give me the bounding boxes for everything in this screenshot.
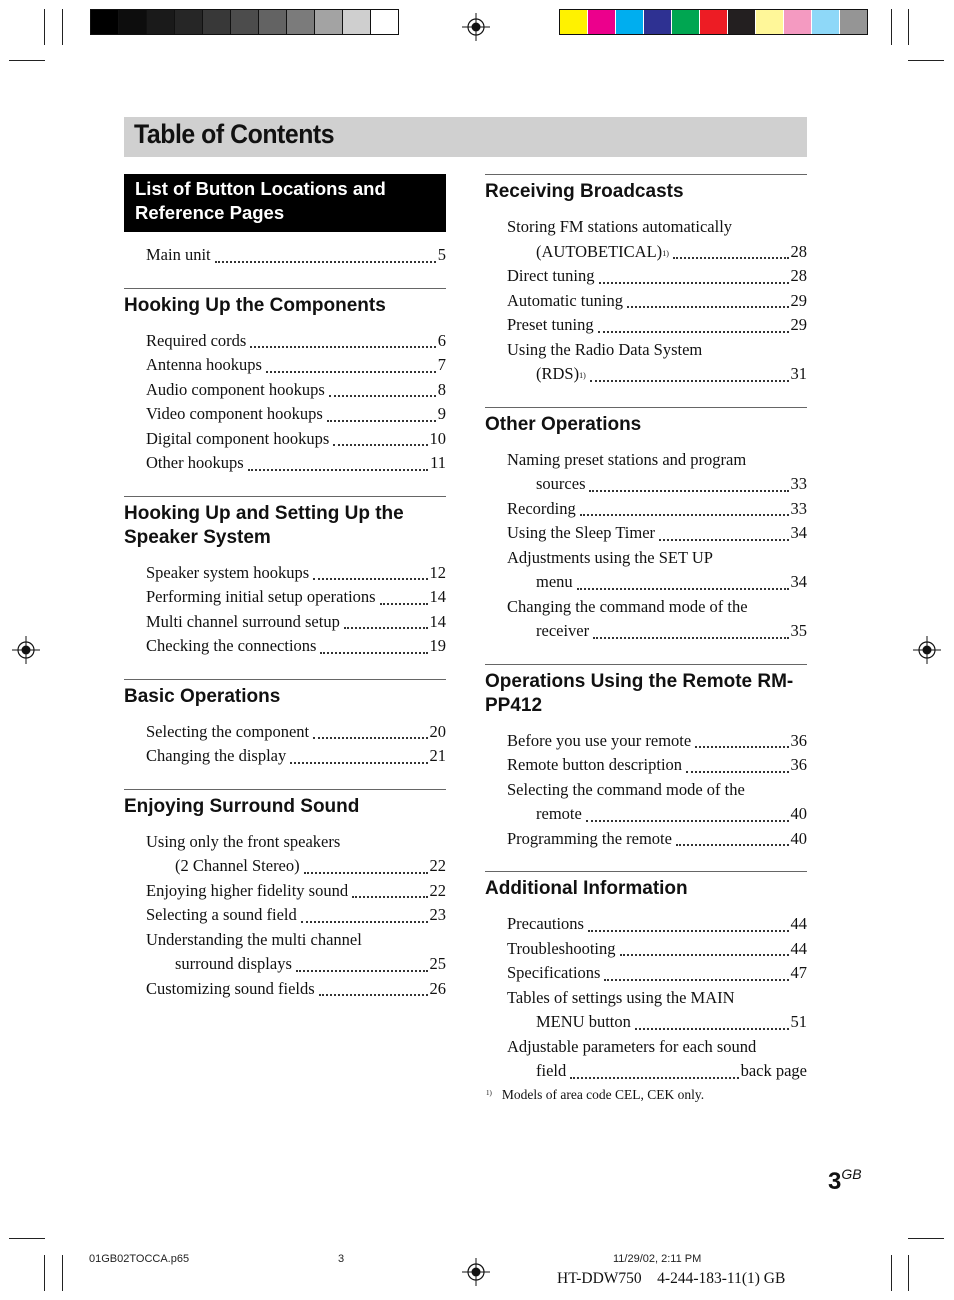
toc-entry-label <box>507 521 655 546</box>
toc-entry-text: Main unit <box>146 245 211 264</box>
toc-entry-line2[interactable] <box>146 854 446 879</box>
dot-leader <box>344 627 428 629</box>
dot-leader <box>333 444 427 446</box>
dot-leader <box>266 371 436 373</box>
toc-entry-page: 5 <box>437 245 446 264</box>
toc-entry[interactable] <box>507 595 807 644</box>
toc-entry-text: menu <box>536 572 573 591</box>
toc-entry[interactable] <box>146 378 446 403</box>
toc-entry-label <box>146 378 325 403</box>
registration-mark-icon <box>913 636 941 664</box>
toc-section <box>485 174 807 387</box>
toc-entry-page: 19 <box>429 636 446 655</box>
section-heading: Operations Using the Remote RM-PP412 <box>485 670 794 716</box>
toc-entry-text: Checking the connections <box>146 636 317 655</box>
toc-entry-label <box>507 961 600 986</box>
toc-entry-label <box>507 827 672 852</box>
footnote-ref: 1) <box>662 248 669 258</box>
toc-entry-label <box>536 802 582 827</box>
page-number-suffix: GB <box>841 1166 862 1182</box>
toc-entry-page: 28 <box>790 266 807 285</box>
toc-entry-text: Precautions <box>507 914 584 933</box>
dot-leader <box>598 331 789 333</box>
color-swatch <box>615 10 643 34</box>
toc-section <box>485 664 807 852</box>
section-heading: Other Operations <box>485 413 642 435</box>
toc-entry-label-line1: Naming preset stations and program <box>507 449 747 469</box>
toc-entry-line2[interactable] <box>507 240 807 265</box>
toc-entry-page: 22 <box>429 880 446 900</box>
toc-entry-page: 7 <box>437 355 446 374</box>
color-swatch <box>783 10 811 34</box>
toc-entry-page: 34 <box>790 523 807 542</box>
toc-entry-page: 44 <box>790 938 807 958</box>
dot-leader <box>304 872 428 874</box>
toc-entry-label <box>146 402 323 427</box>
dot-leader <box>686 771 788 773</box>
toc-section <box>124 679 446 769</box>
toc-entry-text: Customizing sound fields <box>146 978 315 998</box>
dot-leader <box>250 346 435 348</box>
toc-right-column <box>485 174 807 1084</box>
toc-entry-text: Remote button description <box>507 755 683 774</box>
toc-entry-label <box>146 610 340 635</box>
color-swatch <box>560 10 587 34</box>
toc-entry[interactable] <box>146 634 446 659</box>
toc-entry-page: 29 <box>790 315 807 334</box>
model-number: HT-DDW750 4-244-183-11(1) GB <box>557 1270 786 1287</box>
registration-mark-icon <box>12 636 40 664</box>
toc-entry-text: Troubleshooting <box>507 938 616 958</box>
toc-entry-text: Multi channel surround setup <box>146 611 340 631</box>
toc-entry-text: Other hookups <box>146 453 244 472</box>
toc-entry-page: 36 <box>790 730 807 750</box>
toc-entry-label-line1: Using the Radio Data System <box>507 339 703 359</box>
toc-entry-label <box>507 729 691 754</box>
color-swatch <box>314 10 342 34</box>
dot-leader <box>599 282 789 284</box>
toc-entry-text: Changing the display <box>146 746 287 765</box>
toc-entry-label <box>536 240 669 265</box>
toc-section <box>124 496 446 659</box>
dot-leader <box>380 603 428 605</box>
footnote-ref: 1) <box>579 371 586 380</box>
toc-entry[interactable] <box>507 264 807 289</box>
toc-entry-text: (2 Channel Stereo) <box>175 856 300 875</box>
toc-section <box>124 174 446 268</box>
dot-leader <box>352 896 427 898</box>
dot-leader <box>590 380 789 382</box>
section-heading: Receiving Broadcasts <box>485 181 684 202</box>
toc-entry[interactable] <box>507 729 807 754</box>
toc-entry[interactable] <box>146 402 446 427</box>
dot-leader <box>659 539 788 541</box>
toc-entry-text: Digital component hookups <box>146 428 330 448</box>
toc-entry-text: Direct tuning <box>507 266 595 285</box>
toc-entry[interactable] <box>507 289 807 314</box>
toc-entry-line2[interactable] <box>507 802 807 827</box>
section-heading: Hooking Up and Setting Up the Speaker System <box>124 502 404 548</box>
color-swatch <box>643 10 671 34</box>
color-swatch <box>587 10 615 34</box>
toc-entry-label <box>146 353 262 378</box>
dot-leader <box>593 637 788 639</box>
toc-entry-text: MENU button <box>536 1012 631 1031</box>
toc-entry[interactable] <box>507 497 807 522</box>
toc-entry-page: 9 <box>437 404 446 423</box>
toc-entry-label <box>146 744 286 769</box>
toc-entry-label <box>146 585 376 610</box>
toc-entry-label-line1: Storing FM stations automatically <box>507 217 733 236</box>
toc-entry-label <box>175 952 292 977</box>
toc-entry[interactable] <box>146 903 446 928</box>
toc-entry-page: 44 <box>790 914 807 933</box>
color-swatch <box>755 10 783 34</box>
crop-mark <box>891 9 892 45</box>
dot-leader <box>320 652 427 654</box>
dot-leader <box>589 490 788 492</box>
toc-left-column <box>124 174 446 1001</box>
toc-entry-line2[interactable] <box>507 472 807 497</box>
toc-entries <box>485 901 807 1084</box>
toc-entry[interactable] <box>146 243 446 268</box>
toc-entry-page: 40 <box>790 828 807 848</box>
page-title: Table of Contents <box>134 119 335 149</box>
toc-entry-label-line1: Adjustments using the SET UP <box>507 547 713 567</box>
toc-entry-text: Before you use your remote <box>507 730 692 750</box>
toc-entry-label <box>146 720 309 745</box>
toc-entry[interactable] <box>507 338 807 387</box>
toc-entry-label <box>175 854 300 879</box>
toc-entry-label <box>146 977 315 1002</box>
dot-leader <box>588 930 789 932</box>
toc-entry-label-line1: Selecting the command mode of the <box>507 779 745 799</box>
toc-entry-text: receiver <box>536 621 590 640</box>
toc-entry-label <box>507 753 682 778</box>
toc-entry[interactable] <box>507 912 807 937</box>
color-swatch <box>811 10 839 34</box>
color-swatch <box>146 10 174 34</box>
toc-entry[interactable] <box>507 546 807 595</box>
process-color-bar <box>559 9 868 35</box>
toc-entry[interactable] <box>507 986 807 1035</box>
toc-entry-line2[interactable] <box>507 619 807 644</box>
toc-entry[interactable] <box>507 753 807 778</box>
color-swatch <box>370 10 398 34</box>
color-swatch <box>286 10 314 34</box>
toc-entry-label-line1: Changing the command mode of the <box>507 596 748 616</box>
toc-entry[interactable] <box>507 313 807 338</box>
color-swatch <box>230 10 258 34</box>
page-number <box>828 1168 862 1196</box>
color-swatch <box>202 10 230 34</box>
toc-entry-page: 20 <box>429 721 446 741</box>
toc-entry[interactable] <box>507 937 807 962</box>
slug-file: 01GB02TOCCA.p65 <box>89 1253 190 1265</box>
footnote <box>486 1087 704 1103</box>
toc-entry-text: surround displays <box>175 954 292 973</box>
toc-entry[interactable] <box>507 827 807 852</box>
toc-entry-text: Required cords <box>146 330 247 350</box>
toc-entry[interactable] <box>146 353 446 378</box>
crop-mark <box>62 9 63 45</box>
dot-leader <box>577 588 789 590</box>
toc-entry-text: Specifications <box>507 963 601 982</box>
toc-entry[interactable] <box>146 928 446 977</box>
toc-entries <box>485 204 807 387</box>
toc-entry[interactable] <box>146 720 446 745</box>
toc-entry-label <box>536 570 573 595</box>
toc-entry-text: remote <box>536 804 582 823</box>
dot-leader <box>676 844 789 846</box>
slug-timestamp: 11/29/02, 2:11 PM <box>613 1253 702 1265</box>
toc-entry[interactable] <box>146 610 446 635</box>
toc-entry-label <box>536 472 585 497</box>
toc-entry-text: Antenna hookups <box>146 355 262 374</box>
toc-entry-page: 34 <box>790 572 807 591</box>
toc-entry-page: 26 <box>429 978 446 998</box>
crop-mark <box>908 1238 944 1239</box>
toc-entry-line2[interactable] <box>507 362 807 387</box>
dot-leader <box>327 420 436 422</box>
toc-entry-label-line1: Understanding the multi channel <box>146 929 362 949</box>
color-swatch <box>342 10 370 34</box>
dot-leader <box>215 261 436 263</box>
toc-entry[interactable] <box>146 427 446 452</box>
toc-entry-page: 8 <box>437 379 446 399</box>
dot-leader <box>301 921 428 923</box>
toc-entries <box>124 709 446 769</box>
footnote-text: Models of area code CEL, CEK only. <box>501 1087 705 1102</box>
toc-entry-label <box>536 362 586 387</box>
color-swatch <box>699 10 727 34</box>
title-bar <box>124 117 807 157</box>
toc-entries <box>124 819 446 1002</box>
toc-entry-label <box>146 427 329 452</box>
toc-entry-label <box>146 243 211 268</box>
toc-entry-page: 28 <box>790 241 807 261</box>
toc-entry[interactable] <box>146 879 446 904</box>
dot-leader <box>329 395 436 397</box>
toc-entry-page: 33 <box>790 498 807 518</box>
toc-entry[interactable] <box>146 451 446 476</box>
color-swatch <box>727 10 755 34</box>
toc-entry-text: Programming the remote <box>507 828 672 848</box>
toc-entry-page: 51 <box>790 1012 807 1031</box>
toc-entry-page: 11 <box>430 453 446 472</box>
toc-entry-page: 14 <box>429 611 446 631</box>
toc-entry-page: back page <box>740 1061 807 1080</box>
toc-entry-label <box>507 264 595 289</box>
toc-entry-page: 14 <box>429 587 446 606</box>
toc-entry-page: 47 <box>790 963 807 982</box>
toc-entry[interactable] <box>146 744 446 769</box>
dot-leader <box>570 1077 738 1079</box>
dot-leader <box>635 1028 789 1030</box>
crop-mark <box>44 9 45 45</box>
registration-mark-icon <box>462 1258 490 1286</box>
toc-entry[interactable] <box>146 329 446 354</box>
toc-entry-label <box>507 497 576 522</box>
toc-entry-line2[interactable] <box>146 952 446 977</box>
crop-mark <box>9 1238 45 1239</box>
toc-entry-text: Performing initial setup operations <box>146 587 376 606</box>
toc-entry-label-line1: Tables of settings using the MAIN <box>507 987 735 1007</box>
toc-entry[interactable] <box>507 521 807 546</box>
dot-leader <box>313 737 427 739</box>
dot-leader <box>604 979 788 981</box>
section-heading: Enjoying Surround Sound <box>124 795 360 817</box>
crop-mark <box>908 1255 909 1291</box>
toc-entry-label <box>507 289 623 314</box>
toc-entry[interactable] <box>507 778 807 827</box>
toc-entry-text: Audio component hookups <box>146 379 325 399</box>
toc-entry-page: 33 <box>790 474 807 493</box>
registration-mark-icon <box>462 13 490 41</box>
toc-entry-text: (RDS) <box>536 364 580 383</box>
footnote-marker: 1) <box>486 1089 492 1097</box>
toc-entry-label-line1: Using only the front speakers <box>146 831 341 851</box>
section-heading: Basic Operations <box>124 685 281 707</box>
dot-leader <box>673 257 789 259</box>
toc-entries <box>124 550 446 659</box>
toc-entries <box>485 718 807 852</box>
dot-leader <box>620 954 789 956</box>
crop-mark <box>62 1255 63 1291</box>
toc-entry-page: 10 <box>429 428 446 448</box>
toc-entry-page: 21 <box>429 746 446 765</box>
toc-entry-label <box>536 619 589 644</box>
toc-entry[interactable] <box>146 830 446 879</box>
toc-entry-page: 6 <box>437 330 446 350</box>
toc-entry[interactable] <box>146 585 446 610</box>
dot-leader <box>313 578 427 580</box>
color-swatch <box>118 10 146 34</box>
dot-leader <box>248 469 428 471</box>
toc-entry-page: 40 <box>790 804 807 823</box>
crop-mark <box>908 9 909 45</box>
toc-section <box>485 407 807 644</box>
toc-entry-label <box>507 912 584 937</box>
toc-entry-text: Selecting the component <box>146 721 310 741</box>
toc-entry-label <box>146 903 297 928</box>
toc-entry-label <box>146 561 309 586</box>
toc-entry[interactable] <box>507 961 807 986</box>
toc-entry[interactable] <box>146 977 446 1002</box>
toc-entry-text: (AUTOBETICAL) <box>536 241 663 261</box>
dot-leader <box>695 746 788 748</box>
page-number-value: 3 <box>828 1168 842 1195</box>
toc-entry-text: Using the Sleep Timer <box>507 523 656 542</box>
toc-entry[interactable] <box>507 1035 807 1084</box>
toc-entry-label <box>146 879 348 904</box>
toc-entry-label <box>146 329 246 354</box>
toc-section <box>124 789 446 1002</box>
toc-entry-page: 29 <box>790 290 807 310</box>
toc-entry[interactable] <box>507 448 807 497</box>
toc-entry-page: 36 <box>790 755 807 774</box>
toc-entry[interactable] <box>507 215 807 264</box>
grayscale-bar <box>90 9 399 35</box>
dot-leader <box>586 820 789 822</box>
toc-entry-page: 35 <box>790 621 807 640</box>
toc-entry-text: field <box>536 1061 567 1080</box>
crop-mark <box>908 60 944 61</box>
toc-entry-line2[interactable] <box>507 1059 807 1084</box>
crop-mark <box>891 1255 892 1291</box>
toc-section <box>124 288 446 476</box>
color-swatch <box>174 10 202 34</box>
dot-leader <box>296 970 428 972</box>
toc-entry-text: Selecting a sound field <box>146 905 297 924</box>
color-swatch <box>258 10 286 34</box>
toc-entry-line2[interactable] <box>507 1010 807 1035</box>
toc-entry-text: Video component hookups <box>146 404 323 423</box>
toc-entries <box>124 318 446 476</box>
toc-entry-label <box>536 1010 631 1035</box>
toc-entry-label-line1: Adjustable parameters for each sound <box>507 1036 757 1056</box>
toc-entries <box>485 437 807 644</box>
toc-entry-label <box>536 1059 566 1084</box>
dot-leader <box>290 762 427 764</box>
toc-entry-label <box>146 634 316 659</box>
color-swatch <box>91 10 118 34</box>
toc-entry-label <box>507 937 616 962</box>
toc-entry-text: sources <box>536 474 586 493</box>
toc-entry-page: 12 <box>429 562 446 582</box>
dot-leader <box>627 306 789 308</box>
toc-entry-text: Preset tuning <box>507 315 594 334</box>
toc-entry-text: Speaker system hookups <box>146 562 310 582</box>
toc-entry-label <box>146 451 244 476</box>
section-heading: Hooking Up the Components <box>124 294 386 316</box>
toc-entry-page: 22 <box>429 856 446 875</box>
section-heading: List of Button Locations and Reference Pages <box>124 174 446 232</box>
toc-entry[interactable] <box>146 561 446 586</box>
toc-entry-line2[interactable] <box>507 570 807 595</box>
section-heading: Additional Information <box>485 878 688 899</box>
dot-leader <box>580 514 789 516</box>
crop-mark <box>44 1255 45 1291</box>
toc-entry-text: Recording <box>507 498 576 518</box>
slug-page: 3 <box>338 1253 345 1265</box>
toc-entry-page: 23 <box>429 905 446 924</box>
toc-entry-text: Automatic tuning <box>507 290 623 310</box>
toc-entry-label <box>507 313 594 338</box>
toc-entry-page: 31 <box>790 364 807 383</box>
toc-entries <box>124 232 446 268</box>
color-swatch <box>839 10 867 34</box>
color-swatch <box>671 10 699 34</box>
crop-mark <box>9 60 45 61</box>
toc-section <box>485 871 807 1084</box>
dot-leader <box>319 994 428 996</box>
toc-entry-page: 25 <box>429 954 446 973</box>
toc-entry-text: Enjoying higher fidelity sound <box>146 880 349 900</box>
